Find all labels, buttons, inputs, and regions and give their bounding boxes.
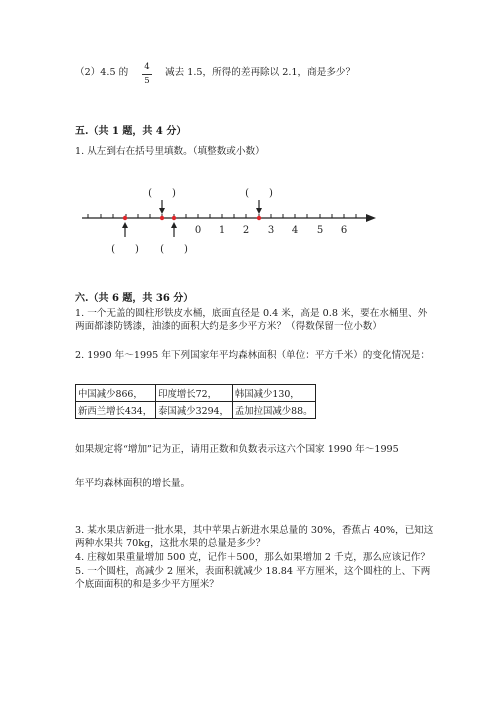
section-6-title: 六.（共 6 题，共 36 分） — [75, 293, 194, 304]
fraction-bar — [142, 74, 152, 75]
table-cell: 印度增长72， — [156, 385, 233, 402]
table-row — [76, 402, 316, 419]
point-a — [123, 216, 127, 220]
tick-label-4: 4 — [291, 225, 299, 236]
tick-marks — [88, 214, 356, 218]
table-cell: 韩国减少130， — [232, 385, 316, 402]
point-d — [257, 216, 261, 220]
section-5-q1: 1. 从左到右在括号里填数。（填整数或小数） — [75, 146, 265, 157]
tick-label-5: 5 — [316, 225, 324, 236]
section-6-q1: 1. 一个无盖的圆柱形铁皮水桶，底面直径是 0.4 米，高是 0.8 米，要在水桶里、外两面都漆防锈漆，油漆的面积大约是多少平方米？（得数保留一位小数） — [75, 308, 428, 332]
section-6-q3: 3. 某水果店新进一批水果，其中苹果占新进水果总量的 30%，香蕉占 40%，已知这两种水果共 70kg，这批水果的总量是多少？ — [75, 525, 434, 549]
forest-change-table — [75, 384, 316, 419]
fraction-denominator: 5 — [144, 76, 150, 86]
table-cell: 泰国减少3294， — [156, 402, 233, 419]
point-c — [172, 216, 176, 220]
fraction-numerator: 4 — [144, 62, 150, 72]
blank-top-right: ( ) — [245, 188, 273, 199]
number-line-diagram — [70, 180, 390, 260]
q2-suffix: 减去 1.5，所得的差再除以 2.1，商是多少？ — [165, 67, 356, 78]
q2-prefix: （2）4.5 的 — [75, 67, 129, 78]
blank-bottom-right: ( ) — [160, 244, 188, 255]
tick-label-1: 1 — [218, 225, 226, 236]
table-cell: 新西兰增长434， — [76, 402, 156, 419]
number-line-arrowhead — [366, 214, 376, 222]
tick-label-6: 6 — [340, 225, 348, 236]
fraction-four-fifths — [140, 62, 154, 87]
tick-label-2: 2 — [242, 225, 250, 236]
tick-label-0: 0 — [194, 225, 202, 236]
section-6-q2: 2. 1990 年～1995 年下列国家年平均森林面积（单位：平方千米）的变化情况是： — [75, 350, 430, 361]
tick-label-3: 3 — [267, 225, 275, 236]
table-cell: 中国减少866， — [76, 385, 156, 402]
section-6-q5: 5. 一个圆柱，高减少 2 厘米，表面积就减少 18.84 平方厘米，这个圆柱的上、下两个底面面积的和是多少平方厘米？ — [75, 566, 431, 590]
section-6-q2-line1: 如果规定将“增加”记为正，请用正数和负数表示这六个国家 1990 年～1995 — [75, 444, 399, 455]
section-6-q4: 4. 庄稼如果重量增加 500 克，记作＋500，那么如果增加 2 千克，那么应该记作？ — [75, 552, 430, 563]
blank-top-left: ( ) — [148, 188, 176, 199]
section-5-title: 五.（共 1 题，共 4 分） — [75, 126, 187, 137]
table-row — [76, 385, 316, 402]
table-cell: 孟加拉国减少88。 — [232, 402, 316, 419]
point-b — [160, 216, 164, 220]
blank-bottom-left: ( ) — [111, 244, 139, 255]
section-6-q2-line2: 年平均森林面积的增长量。 — [75, 478, 191, 489]
